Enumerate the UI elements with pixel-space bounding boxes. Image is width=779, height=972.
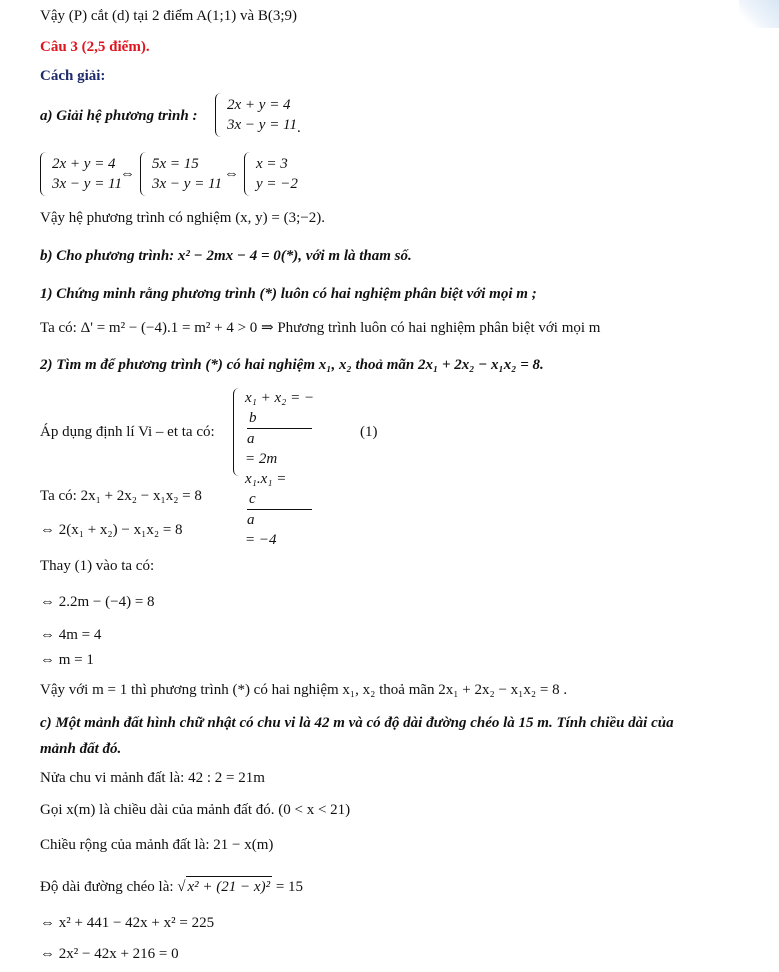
equivalence-sign: ⇔ [120, 166, 135, 182]
diagonal-value: = 15 [275, 879, 304, 895]
system-end: . [296, 120, 301, 136]
part-c-step-2: Gọi x(m) là chiều dài của mảnh đất đó. (0 < x < 21) [40, 802, 351, 818]
part-c-step-1: Nửa chu vi mảnh đất là: 42 : 2 = 21m [40, 770, 265, 786]
diagonal-label: Độ dài đường chéo là: [40, 879, 174, 895]
corner-decoration [739, 0, 779, 28]
vieta-label: Áp dụng định lí Vi – et ta có: [40, 424, 215, 440]
part-c-title-line-1: c) Một mảnh đất hình chữ nhật có chu vi là 42 m và có độ dài đường chéo là 15 m. Tính chiều dài của [40, 715, 674, 731]
part-c-step-4 [40, 876, 303, 897]
vieta-product-right: = −4 [245, 532, 277, 548]
fraction [247, 489, 312, 530]
part-c-step-6: ⇔ 2x² − 42x + 216 = 0 [40, 946, 179, 962]
fraction-denominator: a [247, 431, 255, 447]
solution-heading: Cách giải: [40, 68, 106, 84]
part-c-step-3: Chiều rộng của mảnh đất là: 21 − x(m) [40, 837, 274, 853]
part-a-title: a) Giải hệ phương trình : [40, 108, 198, 124]
sqrt-expression: x² + (21 − x)² [186, 876, 273, 897]
solution-system-2 [140, 152, 222, 196]
brace [215, 93, 224, 137]
fraction-numerator: b [247, 408, 312, 429]
sqrt-sign: √ [177, 879, 186, 895]
system-row: 5x = 15 [152, 156, 199, 172]
system-row: 3x − y = 11 [227, 117, 297, 133]
vieta-sum-left: x₁ + x₂ = − [245, 390, 315, 406]
step-4: ⇔ 2.2m − (−4) = 8 [40, 594, 155, 610]
part-c-step-5: ⇔ x² + 441 − 42x + x² = 225 [40, 915, 215, 931]
brace [233, 388, 242, 476]
system-row: 3x − y = 11 [52, 176, 122, 192]
fraction-numerator: c [247, 489, 312, 510]
line-intersection-conclusion: Vậy (P) cắt (d) tại 2 điểm A(1;1) và B(3;9) [40, 8, 298, 24]
system-row: x = 3 [256, 156, 288, 172]
step-6: ⇔ m = 1 [40, 652, 94, 668]
solution-system-3 [244, 152, 298, 196]
part-b1-text: Ta có: Δ' = m² − (−4).1 = m² + 4 > 0 ⇒ Phương trình luôn có hai nghiệm phân biệt với mọi m [40, 320, 601, 336]
part-a-system [215, 93, 301, 137]
system-row: 3x − y = 11 [152, 176, 222, 192]
step-5: ⇔ 4m = 4 [40, 627, 102, 643]
vieta-row-product [245, 469, 314, 550]
system-row: y = −2 [256, 176, 298, 192]
part-a-conclusion: Vậy hệ phương trình có nghiệm (x, y) = (3;−2). [40, 210, 326, 226]
step-1: Ta có: 2x₁ + 2x₂ − x₁x₂ = 8 [40, 488, 202, 504]
part-b2-title: 2) Tìm m để phương trình (*) có hai nghiệm x₁, x₂ thoả mãn 2x₁ + 2x₂ − x₁x₂ = 8. [40, 357, 544, 373]
equivalence-sign: ⇔ [224, 166, 239, 182]
system-row: 2x + y = 4 [227, 97, 291, 113]
system-row: 2x + y = 4 [52, 156, 116, 172]
brace [40, 152, 49, 196]
brace [140, 152, 149, 196]
part-b1-title: 1) Chứng minh rằng phương trình (*) luôn có hai nghiệm phân biệt với mọi m ; [40, 286, 537, 302]
part-c-title-line-2: mảnh đất đó. [40, 741, 122, 757]
step-3: Thay (1) vào ta có: [40, 558, 155, 574]
part-b2-conclusion: Vậy với m = 1 thì phương trình (*) có hai nghiệm x₁, x₂ thoả mãn 2x₁ + 2x₂ − x₁x₂ = 8 . [40, 682, 568, 698]
vieta-product-left: x₁.x₁ = [245, 471, 287, 487]
vieta-system [233, 388, 315, 548]
solution-system-1 [40, 152, 122, 196]
question-3-heading: Câu 3 (2,5 điểm). [40, 39, 150, 55]
equation-tag: (1) [360, 424, 378, 440]
fraction-denominator: a [247, 512, 255, 528]
fraction [247, 408, 312, 449]
vieta-sum-right: = 2m [245, 451, 278, 467]
step-2: ⇔ 2(x₁ + x₂) − x₁x₂ = 8 [40, 522, 183, 538]
brace [244, 152, 253, 196]
vieta-row-sum [245, 388, 314, 469]
part-b-title: b) Cho phương trình: x² − 2mx − 4 = 0(*), với m là tham số. [40, 248, 412, 264]
